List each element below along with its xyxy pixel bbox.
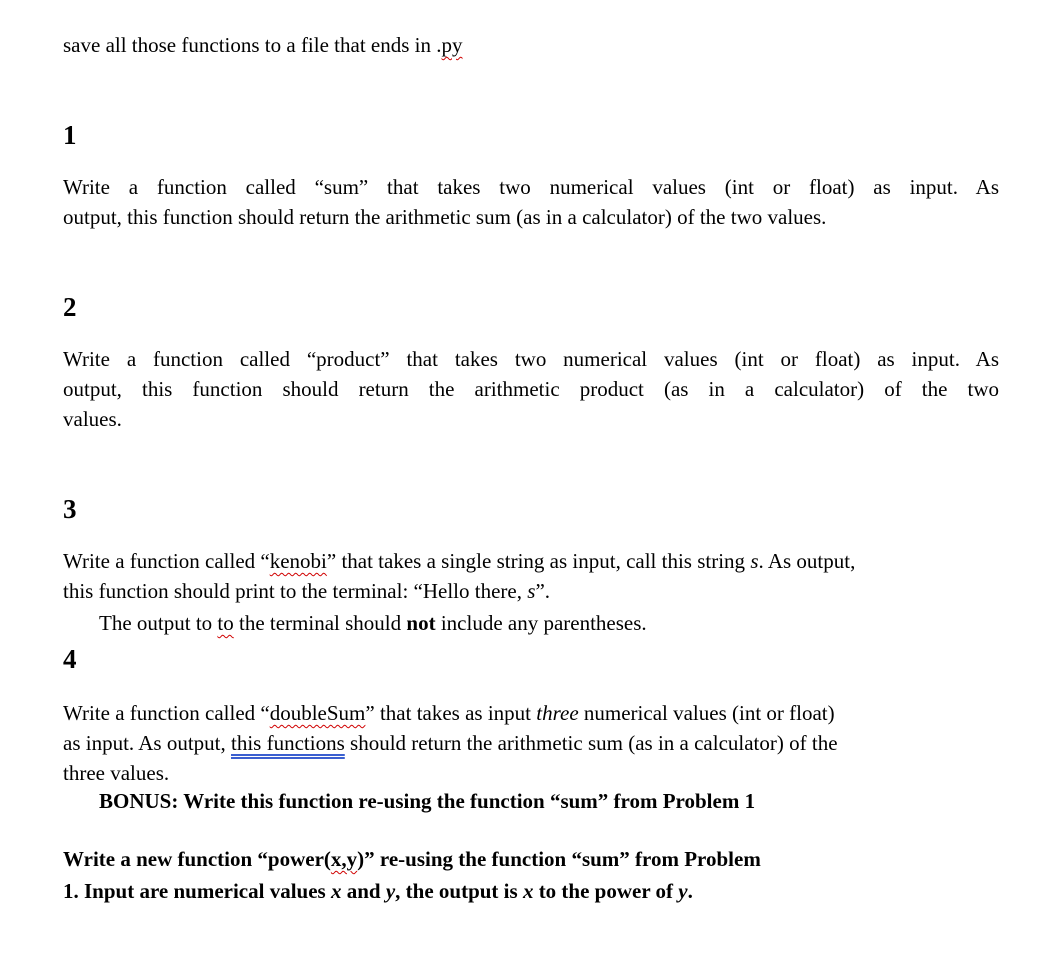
note-text-c: include any parentheses. (435, 611, 647, 635)
intro-text: save all those functions to a file that ends in . (63, 33, 442, 57)
problem-4-heading: 4 (63, 644, 77, 674)
power-text-g: . (687, 879, 693, 903)
problem-4-line-2 (63, 730, 838, 756)
problem-2-text-1: Write a function called “product” that takes two numerical values (int or float) as input. As (63, 347, 999, 371)
problem-3-text-a: Write a function called “ (63, 549, 270, 573)
problem-2-line-2 (63, 376, 999, 402)
problem-4-text-d: as input. As output, (63, 731, 232, 755)
bonus-line: BONUS: Write this function re-using the function “sum” from Problem 1 (99, 789, 756, 813)
intro-line (63, 32, 463, 58)
problem-2-text-2: output, this function should return the arithmetic product (as in a calculator) of the two (63, 377, 999, 401)
problem-2-line-3: values. (63, 407, 122, 431)
problem-1-line-1 (63, 174, 999, 200)
variable-x-2: x (522, 879, 534, 903)
variable-s-2: s (527, 579, 536, 603)
problem-1-text-1: Write a function called “sum” that takes two numerical values (int or float) as input. As (63, 175, 999, 199)
problem-3-note (99, 610, 647, 636)
power-text-a: Write a new function “power( (63, 847, 331, 871)
problem-1-heading: 1 (63, 120, 77, 150)
variable-y-2: y (678, 879, 688, 903)
problem-2-heading: 2 (63, 292, 77, 322)
note-typo-to: to (217, 611, 234, 635)
power-text-f: to the power of (533, 879, 679, 903)
problem-2-line-1 (63, 346, 999, 372)
file-extension: py (441, 33, 463, 57)
variable-s: s (750, 549, 759, 573)
problem-4-line-3: three values. (63, 761, 170, 785)
power-args: x,y (330, 847, 358, 871)
power-text-d: and (341, 879, 386, 903)
power-text-c: 1. Input are numerical values (63, 879, 331, 903)
problem-3-text-d: this function should print to the terminal: “Hello there, (63, 579, 528, 603)
problem-4-text-c: numerical values (int or float) (578, 701, 835, 725)
problem-3-line-2 (63, 578, 550, 604)
grammar-flag-this-functions: this functions (231, 731, 345, 755)
power-line-2 (63, 878, 693, 904)
power-text-e: , the output is (395, 879, 523, 903)
power-line-1 (63, 846, 761, 872)
problem-1-line-2: output, this function should return the arithmetic sum (as in a calculator) of the two values. (63, 205, 827, 229)
problem-4-text-a: Write a function called “ (63, 701, 270, 725)
note-text-a: The output to (99, 611, 218, 635)
variable-x: x (330, 879, 342, 903)
problem-4-text-b: ” that takes as input (365, 701, 537, 725)
function-name-doublesum: doubleSum (269, 701, 366, 725)
variable-y: y (385, 879, 396, 903)
problem-3-line-1 (63, 548, 855, 574)
problem-3-text-e: ”. (535, 579, 551, 603)
function-name-kenobi: kenobi (269, 549, 327, 573)
note-text-b: the terminal should (233, 611, 407, 635)
problem-3-heading: 3 (63, 494, 77, 524)
power-text-b: )” re-using the function “sum” from Problem (357, 847, 761, 871)
word-three: three (536, 701, 579, 725)
problem-3-text-b: ” that takes a single string as input, call this string (326, 549, 751, 573)
problem-4-text-e: should return the arithmetic sum (as in a calculator) of the (344, 731, 838, 755)
problem-3-text-c: . As output, (758, 549, 856, 573)
note-not-bold: not (406, 611, 436, 635)
problem-4-line-1 (63, 700, 835, 726)
